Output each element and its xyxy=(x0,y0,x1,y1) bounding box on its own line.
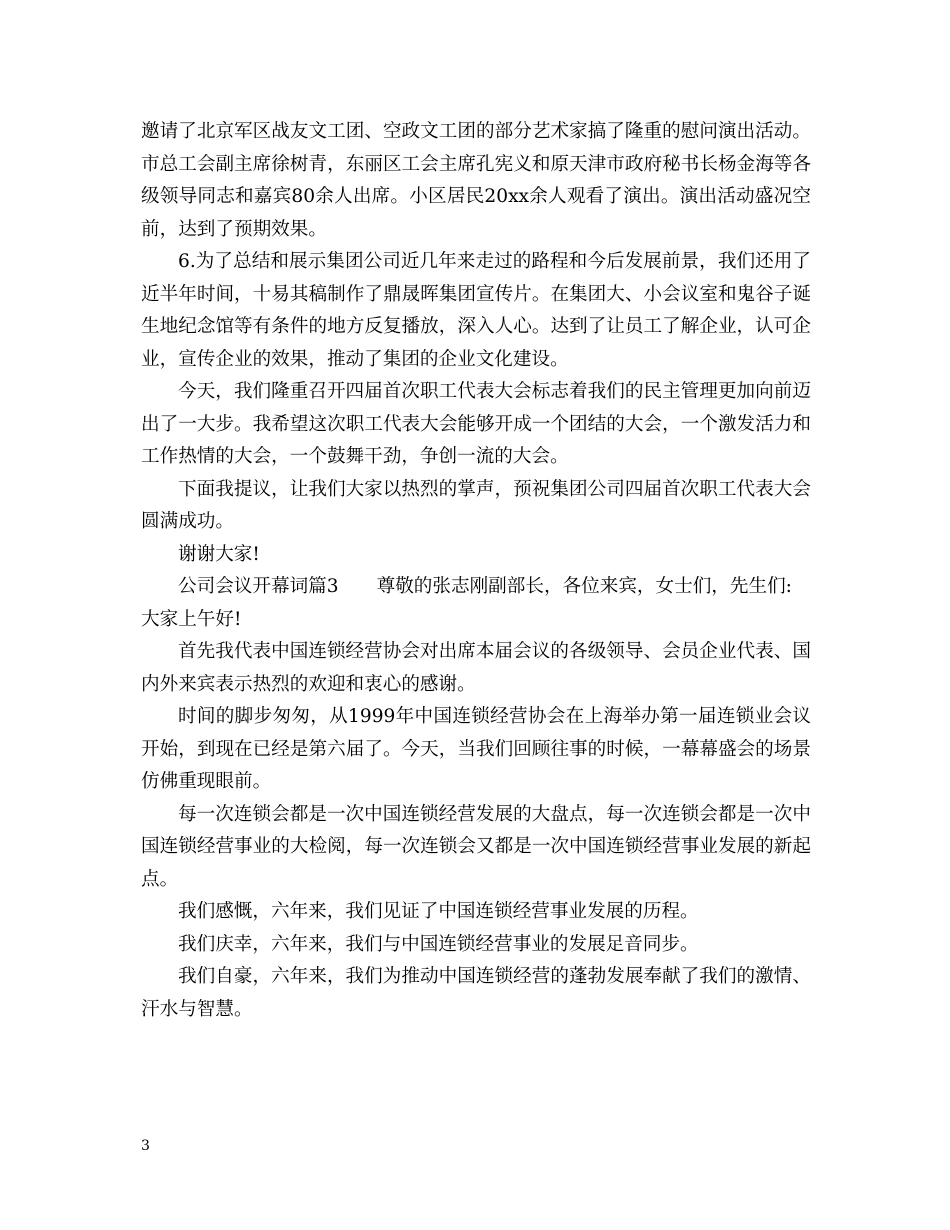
text-line: 时间的脚步匆匆，从1999年中国连锁经营协会在上海举办第一届连锁业会议 xyxy=(178,706,811,727)
document-body xyxy=(141,116,811,1026)
text-line: 每一次连锁会都是一次中国连锁经营发展的大盘点，每一次连锁会都是一次中 xyxy=(178,803,811,825)
section-heading: 公司会议开幕词篇3 xyxy=(178,576,339,597)
text-line: 我们庆幸，六年来，我们与中国连锁经营事业的发展足音同步。 xyxy=(178,933,699,955)
section-heading-line xyxy=(141,571,811,604)
text-line: 业，宣传企业的效果，推动了集团的企业文化建设。 xyxy=(141,348,569,370)
text-line: 我们自豪，六年来，我们为推动中国连锁经营的蓬勃发展奉献了我们的激情、 xyxy=(178,966,811,987)
text-line: 大家上午好! xyxy=(141,608,242,630)
text-line: 汗水与智慧。 xyxy=(141,998,253,1020)
text-line: 点。 xyxy=(141,868,179,890)
text-line: 邀请了北京军区战友文工团、空政文工团的部分艺术家搞了隆重的慰问演出活动。 xyxy=(141,121,811,142)
text-line: 仿佛重现眼前。 xyxy=(141,771,272,792)
text-line: 市总工会副主席徐树青，东丽区工会主席孔宪义和原天津市政府秘书长杨金海等各 xyxy=(141,153,811,175)
text-line: 出了一大步。我希望这次职工代表大会能够开成一个团结的大会，一个激发活力和 xyxy=(141,413,811,435)
page-number: 3 xyxy=(141,1138,150,1154)
text-line: 首先我代表中国连锁经营协会对出席本届会议的各级领导、会员企业代表、国 xyxy=(178,641,811,662)
text-line: 国连锁经营事业的大检阅，每一次连锁会又都是一次中国连锁经营事业发展的新起 xyxy=(141,836,811,857)
text-line: 前，达到了预期效果。 xyxy=(141,218,327,240)
text-line: 下面我提议，让我们大家以热烈的掌声，预祝集团公司四届首次职工代表大会 xyxy=(178,478,811,500)
text-line: 6.为了总结和展示集团公司近几年来走过的路程和今后发展前景，我们还用了 xyxy=(178,251,811,272)
text-line: 近半年时间，十易其稿制作了鼎晟晖集团宣传片。在集团大、小会议室和鬼谷子诞 xyxy=(141,283,811,305)
text-line: 开始，到现在已经是第六届了。今天，当我们回顾往事的时候，一幕幕盛会的场景 xyxy=(141,738,811,760)
salutation: 尊敬的张志刚副部长，各位来宾，女士们，先生们: xyxy=(376,576,792,597)
text-line: 我们感慨，六年来，我们见证了中国连锁经营事业发展的历程。 xyxy=(178,901,699,922)
text-line: 级领导同志和嘉宾80余人出席。小区居民20xx余人观看了演出。演出活动盛况空 xyxy=(141,186,811,207)
text-line: 圆满成功。 xyxy=(141,511,234,532)
text-line: 生地纪念馆等有条件的地方反复播放，深入人心。达到了让员工了解企业，认可企 xyxy=(141,316,811,337)
text-line: 今天，我们隆重召开四届首次职工代表大会标志着我们的民主管理更加向前迈 xyxy=(178,381,811,402)
text-line: 内外来宾表示热烈的欢迎和衷心的感谢。 xyxy=(141,673,476,695)
text-line: 谢谢大家! xyxy=(178,543,260,565)
text-line: 工作热情的大会，一个鼓舞干劲，争创一流的大会。 xyxy=(141,446,569,467)
